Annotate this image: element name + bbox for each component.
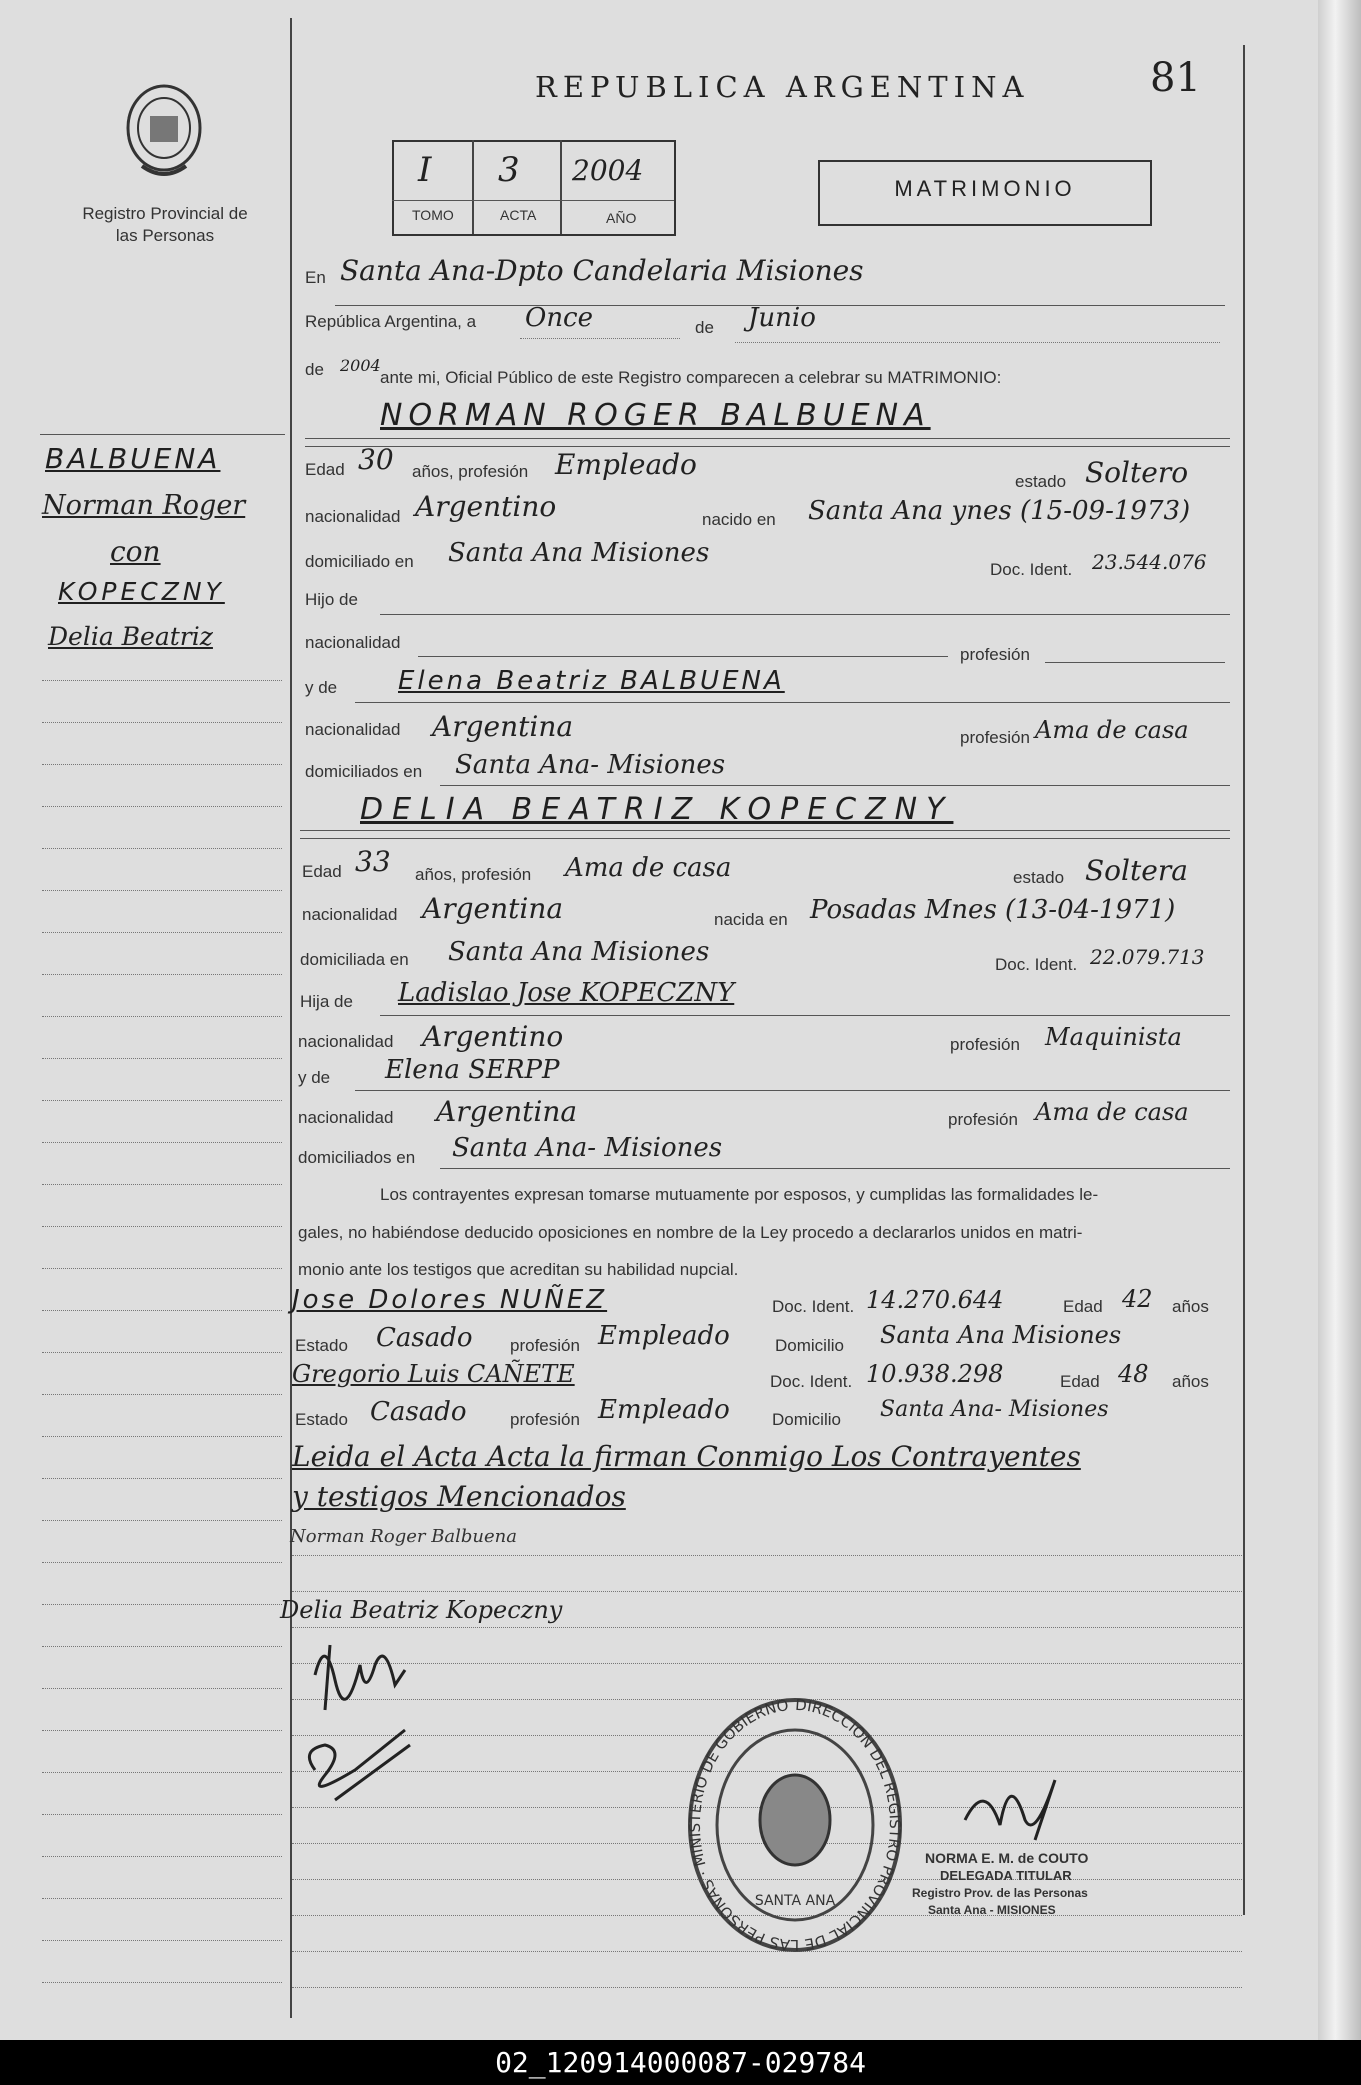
declaration-line-3: monio ante los testigos que acreditan su habilidad nupcial. [298,1260,739,1279]
declaration-line-1: Los contrayentes expresan tomarse mutuamente por esposos, y cumplidas las formalidades le- [380,1185,1099,1204]
bride-padre-prof: Maquinista [1045,1023,1182,1051]
witness-1-profesion: Empleado [598,1321,730,1351]
groom-anos-label: años, profesión [412,462,529,481]
margin-ruled-line [42,1268,282,1269]
groom-nac-label: nacionalidad [305,507,401,526]
groom-estado-label: estado [1015,472,1067,491]
margin-ruled-line [42,1142,282,1143]
groom-madre-nac: Argentina [432,710,574,743]
bride-nac-label: nacionalidad [302,905,398,924]
groom-doc: 23.544.076 [1092,550,1207,574]
witness-2-edad-label: Edad [1060,1372,1100,1391]
year-prefix: de [305,360,324,379]
groom-domiciliados: Santa Ana- Misiones [455,750,726,780]
registry-label: Registro Provincial de las Personas [82,204,248,245]
stamp-ring-text: DIRECCION DEL REGISTRO PROVINCIAL DE LAS PERSONAS · MINISTERIO DE GOBIERNO [685,1695,904,1955]
margin-ruled-line [42,1520,282,1521]
witness-1-edad-label: Edad [1063,1297,1103,1316]
margin-ruled-line [42,974,282,975]
official-signature [955,1760,1075,1850]
scan-footer: 02_120914000087-029784 [0,2040,1361,2085]
margin-ruled-line [42,1394,282,1395]
groom-signature: Norman Roger Balbuena [290,1526,518,1547]
acta-label: ACTA [500,207,537,223]
bride-nacionalidad: Argentina [422,892,564,925]
witness-2-domicilio: Santa Ana- Misiones [880,1397,1109,1422]
bride-nacida-label: nacida en [714,910,788,929]
witness-2-doc: 10.938.298 [866,1360,1004,1388]
groom-madre-prof-label: profesión [960,728,1030,747]
official-name: NORMA E. M. de COUTO [925,1850,1089,1866]
dia-value: Once [525,303,594,333]
margin-con: con [110,535,161,568]
bride-madre-nac: Argentina [436,1095,578,1128]
margin-given: Norman Roger [42,490,246,521]
groom-doc-label: Doc. Ident. [990,560,1073,579]
groom-padre-nac-label: nacionalidad [305,633,401,652]
margin-ruled-line [42,1898,282,1899]
margin-ruled-line [42,680,282,681]
bride-madre-prof-label: profesión [948,1110,1018,1129]
de-label: de [695,318,714,337]
groom-madre: Elena Beatriz BALBUENA [398,666,785,696]
groom-hijo-label: Hijo de [305,590,358,609]
margin-ruled-line [42,1604,282,1605]
margin-ruled-line [42,1478,282,1479]
bride-edad-label: Edad [302,862,342,881]
margin-ruled-line [42,890,282,891]
groom-domiciliados-label: domiciliados en [305,762,423,781]
margin-ruled-line [42,1940,282,1941]
bride-profesion: Ama de casa [565,853,732,883]
margin-bride-surname: KOPECZNY [58,577,225,606]
witness-2-profesion: Empleado [598,1395,730,1425]
right-rule [1243,45,1245,1915]
groom-profesion: Empleado [555,448,697,481]
witness-2-estado-label: Estado [295,1410,348,1429]
en-value: Santa Ana-Dpto Candelaria Misiones [340,254,864,287]
margin-ruled-line [42,1226,282,1227]
witness-1-estado: Casado [376,1323,473,1353]
bride-madre: Elena SERPP [385,1055,560,1085]
margin-ruled-line [42,1688,282,1689]
margin-ruled-line [42,1310,282,1311]
groom-nacido: Santa Ana ynes (15-09-1973) [808,496,1191,526]
margin-ruled-line [42,932,282,933]
witness-1-domicilio: Santa Ana Misiones [880,1321,1122,1349]
anio-value: 2004 [572,154,644,187]
official-registry: Registro Prov. de las Personas [912,1886,1088,1900]
en-label: En [305,268,326,287]
bride-domiciliados-label: domiciliados en [298,1148,416,1167]
bride-anos-label: años, profesión [415,865,532,884]
margin-ruled-line [42,1016,282,1017]
groom-madre-nac-label: nacionalidad [305,720,401,739]
witness-1-dom-label: Domicilio [775,1336,844,1355]
tomo-label: TOMO [412,207,454,223]
witness-2-anos-label: años [1172,1372,1209,1391]
official-role: DELEGADA TITULAR [940,1868,1072,1883]
witness-1-name: Jose Dolores NUÑEZ [292,1285,608,1315]
witness-2-doc-label: Doc. Ident. [770,1372,853,1391]
body-ruled-line [292,1591,1242,1592]
margin-rule [290,18,292,2018]
bride-padre-prof-label: profesión [950,1035,1020,1054]
bride-padre-nac-label: nacionalidad [298,1032,394,1051]
page-number: 81 [1150,55,1201,101]
margin-ruled-line [42,1856,282,1857]
witness-1-estado-label: Estado [295,1336,348,1355]
witness-1-edad: 42 [1122,1285,1153,1313]
witness-1-prof-label: profesión [510,1336,580,1355]
bride-nacida: Posadas Mnes (13-04-1971) [810,895,1176,925]
margin-ruled-line [42,1982,282,1983]
witness-2-prof-label: profesión [510,1410,580,1429]
acta-value: 3 [498,150,520,190]
bride-estado-label: estado [1013,868,1065,887]
body-ruled-line [292,1987,1242,1988]
margin-ruled-line [42,848,282,849]
stamp-center-text: SANTA ANA [754,1893,836,1909]
witness-2-name: Gregorio Luis CAÑETE [292,1360,575,1388]
bride-estado: Soltera [1085,854,1188,887]
margin-ruled-line [42,1814,282,1815]
bride-edad: 33 [355,845,391,878]
margin-ruled-line [42,1646,282,1647]
groom-padre-prof-label: profesión [960,645,1030,664]
margin-surname: BALBUENA [45,442,221,475]
bride-dom-label: domiciliada en [300,950,409,969]
groom-edad: 30 [358,443,394,476]
bride-madre-prof: Ama de casa [1035,1098,1189,1126]
witness-2-dom-label: Domicilio [772,1410,841,1429]
margin-ruled-line [42,1772,282,1773]
bride-padre-nac: Argentino [422,1020,564,1053]
closing-line-2: y testigos Mencionados [292,1480,626,1513]
comparecen-text: ante mi, Oficial Público de este Registro comparecen a celebrar su MATRIMONIO: [380,368,1002,387]
bride-doc: 22.079.713 [1090,945,1205,969]
margin-ruled-line [42,1352,282,1353]
closing-line-1: Leida el Acta Acta la firman Conmigo Los Contrayentes [292,1440,1081,1473]
witness-2-estado: Casado [370,1397,467,1427]
groom-name: NORMAN ROGER BALBUENA [380,398,931,433]
groom-nacionalidad: Argentino [415,490,557,523]
groom-nacido-label: nacido en [702,510,776,529]
groom-domicilio: Santa Ana Misiones [448,538,710,568]
anio-label: AÑO [606,210,637,226]
groom-edad-label: Edad [305,460,345,479]
margin-ruled-line [42,1562,282,1563]
country-title: REPUBLICA ARGENTINA [535,70,1030,104]
margin-ruled-line [42,764,282,765]
declaration-line-2: gales, no habiéndose deducido oposiciones en nombre de la Ley procedo a declararlos unidos en matri- [298,1223,1083,1242]
margin-ruled-line [42,1436,282,1437]
margin-bride-given: Delia Beatriz [48,622,213,651]
witness-1-anos-label: años [1172,1297,1209,1316]
groom-madre-prof: Ama de casa [1035,716,1189,744]
official-stamp-icon [680,1690,910,1960]
bride-domicilio: Santa Ana Misiones [448,937,710,967]
witness-signature-2 [295,1720,425,1810]
coat-of-arms-icon [120,78,208,188]
margin-ruled-line [42,1100,282,1101]
bride-yde-label: y de [298,1068,331,1087]
groom-estado: Soltero [1085,456,1189,489]
bride-padre: Ladislao Jose KOPECZNY [398,978,735,1008]
tomo-value: I [418,150,432,190]
margin-ruled-line [42,1058,282,1059]
witness-2-edad: 48 [1118,1360,1149,1388]
year-value: 2004 [340,356,381,375]
book-edge [1318,0,1361,2040]
margin-ruled-line [42,1730,282,1731]
bride-signature: Delia Beatriz Kopeczny [280,1596,563,1624]
official-place: Santa Ana - MISIONES [928,1903,1056,1917]
margin-ruled-line [42,722,282,723]
bride-doc-label: Doc. Ident. [995,955,1078,974]
bride-madre-nac-label: nacionalidad [298,1108,394,1127]
witness-1-doc: 14.270.644 [866,1286,1004,1314]
groom-yde-label: y de [305,678,338,697]
bride-hija-label: Hija de [300,992,353,1011]
witness-signature-1 [305,1625,435,1715]
rep-label: República Argentina, a [305,312,477,331]
mes-value: Junio [748,303,816,333]
body-ruled-line [292,1555,1242,1556]
margin-ruled-line [42,806,282,807]
bride-name: DELIA BEATRIZ KOPECZNY [360,792,954,827]
margin-ruled-line [42,1184,282,1185]
bride-domiciliados: Santa Ana- Misiones [452,1133,723,1163]
doc-type: MATRIMONIO [894,176,1076,201]
groom-dom-label: domiciliado en [305,552,414,571]
witness-1-doc-label: Doc. Ident. [772,1297,855,1316]
